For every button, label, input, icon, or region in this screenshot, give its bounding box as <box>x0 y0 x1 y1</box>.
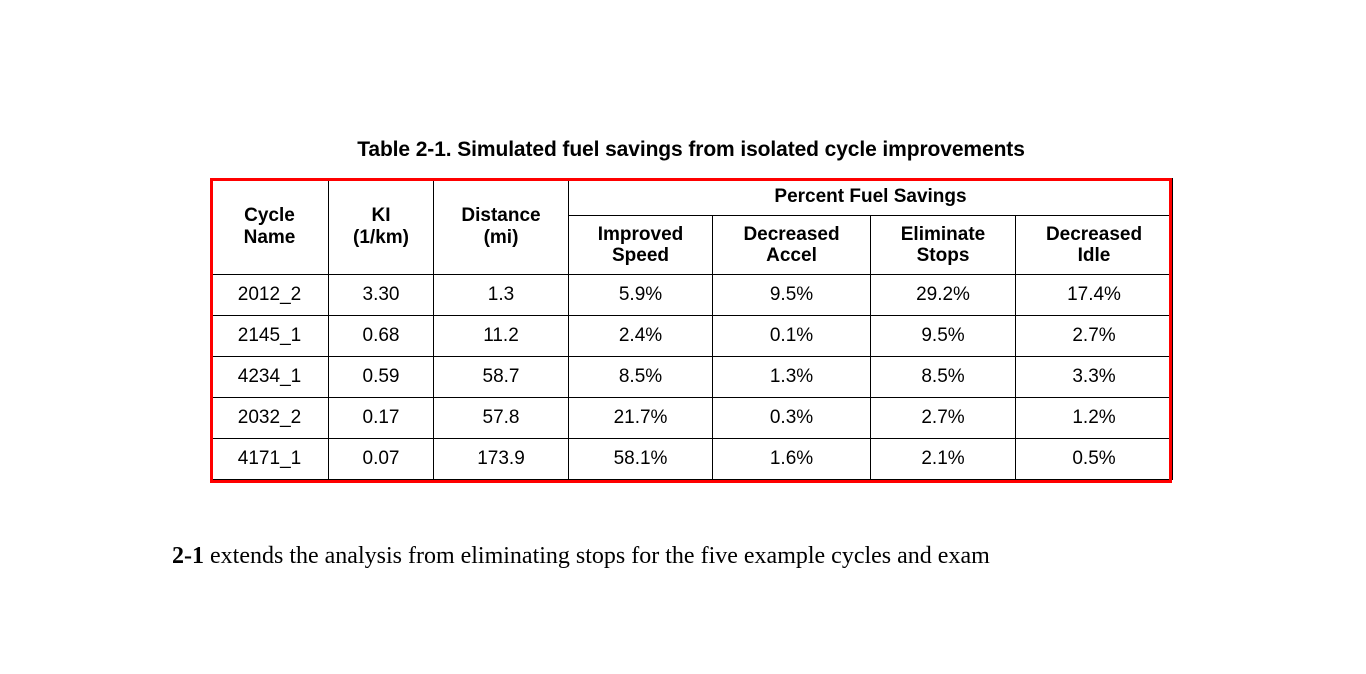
cell-distance: 11.2 <box>434 316 569 357</box>
column-header-improved-speed <box>569 216 713 275</box>
cell-eliminate-stops: 29.2% <box>871 275 1016 316</box>
cell-decreased-accel: 1.3% <box>713 357 871 398</box>
table-header-row-group <box>211 179 1173 216</box>
column-header-eliminate-stops-line2: Stops <box>916 245 970 266</box>
cell-decreased-idle: 2.7% <box>1016 316 1173 357</box>
column-header-improved-speed-line1: Improved <box>597 223 684 245</box>
cell-distance: 57.8 <box>434 398 569 439</box>
column-header-distance <box>434 179 569 275</box>
cell-decreased-accel: 1.6% <box>713 439 871 480</box>
column-header-improved-speed-line2: Speed <box>611 245 670 266</box>
column-header-cycle-name <box>211 179 329 275</box>
cell-cycle-name: 4171_1 <box>211 439 329 480</box>
table-header <box>211 179 1173 275</box>
cell-ki: 0.59 <box>329 357 434 398</box>
table-row <box>211 439 1173 480</box>
column-header-eliminate-stops-line1: Eliminate <box>900 223 986 245</box>
table-row <box>211 316 1173 357</box>
cell-decreased-accel: 9.5% <box>713 275 871 316</box>
cell-cycle-name: 2032_2 <box>211 398 329 439</box>
column-header-group-percent-fuel-savings: Percent Fuel Savings <box>569 179 1173 216</box>
column-header-eliminate-stops <box>871 216 1016 275</box>
cell-decreased-accel: 0.3% <box>713 398 871 439</box>
cell-distance: 58.7 <box>434 357 569 398</box>
cell-decreased-accel: 0.1% <box>713 316 871 357</box>
cell-distance: 1.3 <box>434 275 569 316</box>
cell-cycle-name: 2145_1 <box>211 316 329 357</box>
cell-decreased-idle: 0.5% <box>1016 439 1173 480</box>
column-header-cycle-name-line2: Name <box>243 226 296 248</box>
column-header-decreased-accel-line2: Accel <box>766 245 817 266</box>
cell-cycle-name: 2012_2 <box>211 275 329 316</box>
column-header-distance-line2: (mi) <box>483 226 519 248</box>
table-body <box>211 275 1173 480</box>
body-paragraph-text: extends the analysis from eliminating stops for the five example cycles and exam <box>204 543 990 569</box>
body-paragraph <box>172 542 1272 571</box>
column-header-ki-line1: KI <box>371 205 391 227</box>
cell-decreased-idle: 1.2% <box>1016 398 1173 439</box>
cell-eliminate-stops: 9.5% <box>871 316 1016 357</box>
cell-eliminate-stops: 8.5% <box>871 357 1016 398</box>
column-header-decreased-idle-line2: Idle <box>1077 245 1111 266</box>
column-header-cycle-name-line1: Cycle <box>244 205 295 227</box>
column-header-decreased-accel <box>713 216 871 275</box>
column-header-distance-line1: Distance <box>461 205 541 227</box>
cell-ki: 0.68 <box>329 316 434 357</box>
table-row <box>211 275 1173 316</box>
cell-improved-speed: 5.9% <box>569 275 713 316</box>
cell-ki: 0.17 <box>329 398 434 439</box>
cell-distance: 173.9 <box>434 439 569 480</box>
cell-ki: 3.30 <box>329 275 434 316</box>
cell-improved-speed: 8.5% <box>569 357 713 398</box>
cell-decreased-idle: 17.4% <box>1016 275 1173 316</box>
table-row <box>211 357 1173 398</box>
table-caption: Table 2-1. Simulated fuel savings from isolated cycle improvements <box>357 138 1025 161</box>
cell-eliminate-stops: 2.1% <box>871 439 1016 480</box>
table-reference: 2-1 <box>172 543 204 569</box>
cell-ki: 0.07 <box>329 439 434 480</box>
cell-cycle-name: 4234_1 <box>211 357 329 398</box>
fuel-savings-table <box>210 178 1173 480</box>
column-header-ki <box>329 179 434 275</box>
cell-improved-speed: 2.4% <box>569 316 713 357</box>
cell-eliminate-stops: 2.7% <box>871 398 1016 439</box>
column-header-decreased-idle-line1: Decreased <box>1045 223 1143 245</box>
column-header-ki-line2: (1/km) <box>353 226 409 248</box>
table-row <box>211 398 1173 439</box>
column-header-decreased-idle <box>1016 216 1173 275</box>
cell-decreased-idle: 3.3% <box>1016 357 1173 398</box>
cell-improved-speed: 58.1% <box>569 439 713 480</box>
column-header-decreased-accel-line1: Decreased <box>743 223 840 245</box>
cell-improved-speed: 21.7% <box>569 398 713 439</box>
